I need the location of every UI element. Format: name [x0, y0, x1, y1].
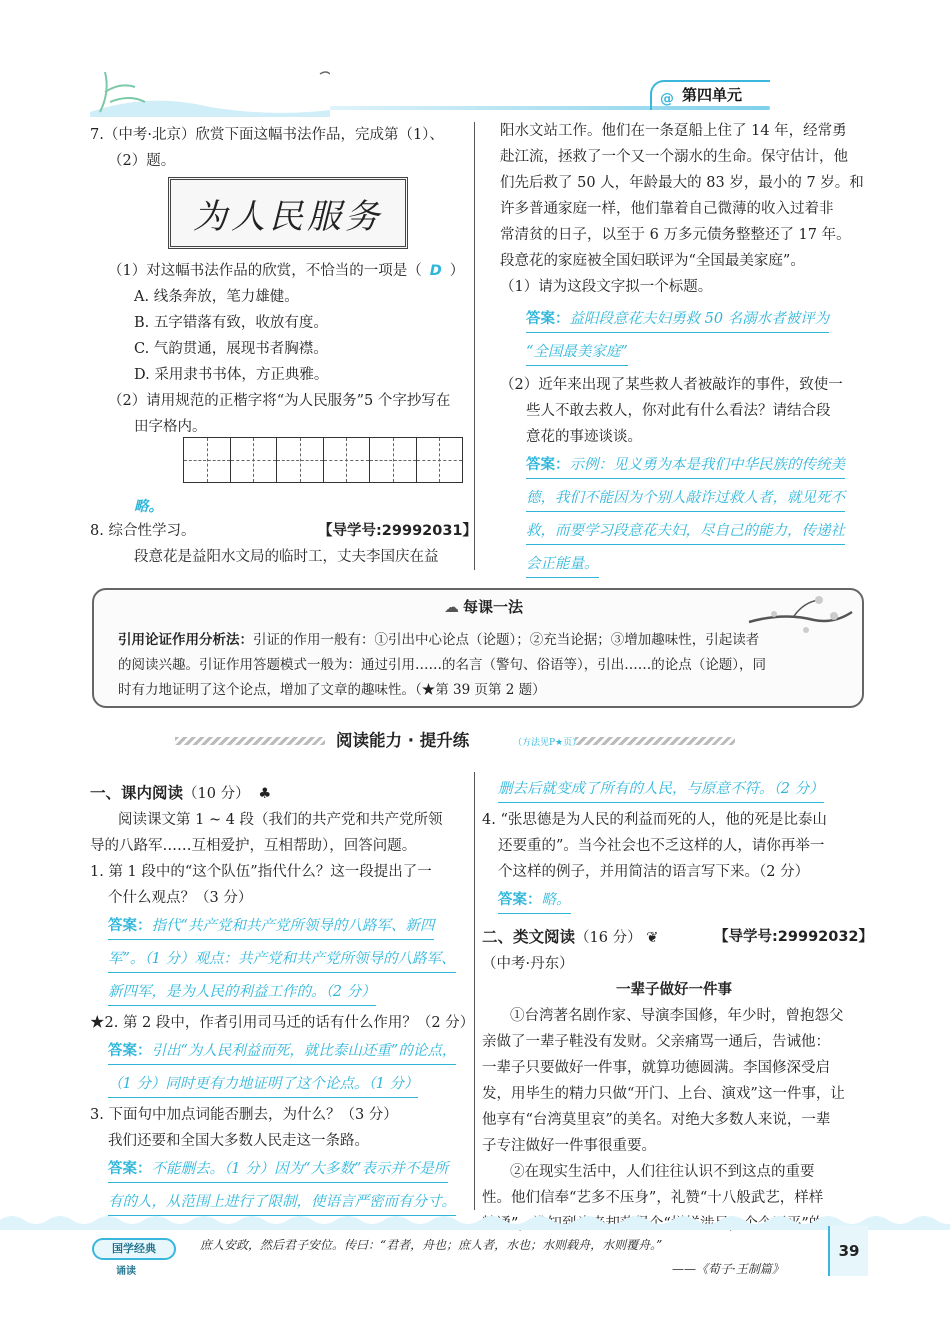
- right-top-column: [500, 118, 870, 582]
- q1-stem-2: 个什么观点？（3 分）: [108, 890, 253, 906]
- method-title-text: 每课一法: [463, 598, 524, 616]
- page-number: 39: [828, 1226, 868, 1276]
- passage-line: 段意花的家庭被全国妇联评为“全国最美家庭”。: [500, 253, 805, 269]
- q7-sub2-stem-2: 田字格内。: [134, 419, 207, 435]
- q3-answer-2: 有的人，从范围上进行了限制，使语言严密而有分寸。: [108, 1191, 456, 1216]
- q2-answer: [90, 1036, 474, 1102]
- left-top-column: [90, 122, 470, 174]
- q7-sub1-answer: D: [429, 263, 442, 279]
- q7-sub1-stem-text: （1）对这幅书法作品的欣赏，不恰当的一项是（: [108, 263, 422, 279]
- q7-sub2-answer-text: 略。: [134, 499, 163, 515]
- method-line-3: 时有力地证明了这个论点，增加了文章的趣味性。（★第 39 页第 2 题）: [118, 682, 546, 698]
- q3-stem-2: 我们还要和全国大多数人民走这一条路。: [108, 1133, 369, 1149]
- article-p1-line: 发，用毕生的精力只做“开门、上台、演戏”这一件事，让: [482, 1086, 845, 1102]
- q3-answer-1: 不能删去。（1 分）因为“大多数”表示并不是所: [151, 1161, 449, 1177]
- article-p2-line: ②在现实生活中，人们往往认识不到这点的重要: [510, 1164, 815, 1180]
- q4-answer-text: 略。: [541, 892, 571, 908]
- q2-answer-1: 引出“为人民利益而死，就比泰山还重”的论点，: [151, 1043, 457, 1059]
- sec1-title: 一、课内阅读: [90, 784, 184, 802]
- q8-sub2-answer: [500, 450, 870, 582]
- sec2-source: （中考·丹东）: [482, 956, 574, 972]
- sec2-heading: [482, 924, 874, 951]
- q3-answer-3: 删去后就变成了所有的人民，与原意不符。（2 分）: [498, 778, 824, 803]
- q7-stem-1: 7.（中考·北京）欣赏下面这幅书法作品，完成第（1）、: [90, 127, 444, 143]
- answer-label: 答案：: [108, 917, 152, 934]
- article-p1-line: 亲做了一辈子鞋没有发财。父亲痛骂一通后，告诫他：: [482, 1034, 830, 1050]
- q1-answer-1: 指代“共产党和共产党所领导的八路军、新四: [151, 918, 435, 934]
- passage-line: 许多普通家庭一样，他们靠着自己微薄的收入过着非: [500, 201, 834, 217]
- option-b: B. 五字错落有致，收放有度。: [134, 315, 328, 331]
- footer: [0, 1210, 950, 1333]
- q8-sub1-answer-2: “全国最美家庭”: [526, 341, 628, 366]
- q8-sub2-answer-2: 德，我们不能因为个别人敲诈过救人者，就见死不: [526, 487, 845, 512]
- option-a: A. 线条奔放，笔力雄健。: [134, 289, 299, 305]
- footer-source: ——《荀子·王制篇》: [672, 1262, 784, 1276]
- method-box: [92, 588, 864, 708]
- q7-stem-2: （2）题。: [108, 153, 176, 169]
- q8-sub2-stem-1: （2）近年来出现了某些救人者被敲诈的事件，致使一: [500, 377, 843, 393]
- q3-answer-continued: [482, 774, 866, 807]
- article-p1-line: 一辈子只要做好一件事，就算功德圆满。李国修深受启: [482, 1060, 830, 1076]
- answer-label: 答案：: [526, 310, 570, 327]
- method-line-1-text: 引证的作用一般有：①引出中心论点（论题）；②充当论据；③增加趣味性，引起读者: [253, 632, 760, 648]
- answer-label: 答案：: [108, 1160, 152, 1177]
- classics-badge: [92, 1232, 176, 1280]
- option-c: C. 气韵贯通，展现书者胸襟。: [134, 341, 328, 357]
- q7-sub2-stem-1: （2）请用规范的正楷字将“为人民服务”5 个字抄写在: [108, 393, 451, 409]
- section-banner: [175, 730, 735, 752]
- q7-sub2-answer: [134, 494, 163, 520]
- q4-stem-1: 4. “张思德是为人民的利益而死的人，他的死是比泰山: [482, 812, 827, 828]
- passage-line: 赴江流，拯救了一个又一个溺水的生命。保守估计，他: [500, 149, 848, 165]
- method-name: 引用论证作用分析法：: [118, 632, 253, 648]
- calligraphy-text: 为人民服务: [193, 196, 383, 237]
- option-d: D. 采用隶书书体，方正典雅。: [134, 367, 329, 383]
- method-text: [118, 628, 766, 703]
- q8-sub1: （1）请为这段文字拟一个标题。: [500, 279, 713, 295]
- answer-label: 答案：: [526, 456, 570, 473]
- q4-answer: [482, 885, 866, 918]
- q8-sub2-answer-3: 救，而要学习段意花夫妇，尽自己的能力，传递社: [526, 520, 845, 545]
- q8-guide-number: 【导学号:29992031】: [318, 523, 478, 539]
- sec1-heading: [90, 780, 474, 807]
- q2-answer-2: （1 分）同时更有力地证明了这个论点。（1 分）: [108, 1073, 418, 1098]
- passage-line: 常清贫的日子，以至于 6 万多元债务整整还了 17 年。: [500, 227, 851, 243]
- passage-line: 阳水文站工作。他们在一条趸船上住了 14 年，经常勇: [500, 123, 847, 139]
- q1-answer: [90, 911, 474, 1010]
- leaf-icon: ❦: [646, 930, 659, 946]
- q8-row: [90, 518, 478, 544]
- article-p1-line: 他享有“台湾莫里哀”的美名。对绝大多数人来说，一辈: [482, 1112, 831, 1128]
- sec2-guide-number: 【导学号:29992032】: [714, 929, 874, 945]
- q7-sub1-close: ）: [449, 263, 465, 279]
- tianzi-grid: [183, 437, 463, 483]
- q8-sub1-answer: [500, 304, 870, 370]
- q4-stem-3: 个这样的例子，并用简洁的语言写下来。（2 分）: [498, 864, 810, 880]
- article-p1-line: ①台湾著名剧作家、导演李国修，年少时，曾抱怨父: [510, 1008, 844, 1024]
- q3-stem-1: 3. 下面句中加点词能否删去，为什么？（3 分）: [90, 1107, 398, 1123]
- left-bottom-column: [90, 780, 474, 1220]
- q8-sub2-answer-4: 会正能量。: [526, 553, 599, 578]
- q2-stem: ★2. 第 2 段中，作者引用司马迁的话有什么作用？（2 分）: [90, 1015, 475, 1031]
- article-p1-line: 子专注做好一件事很重要。: [482, 1138, 656, 1154]
- calligraphy-artwork: [168, 177, 408, 249]
- spiral-icon: @: [660, 91, 674, 107]
- sec1-intro-2: 导的八路军……互相爱护，互相帮助），回答问题。: [90, 838, 417, 854]
- q7-sub1-stem: [108, 258, 478, 284]
- sec1-intro-1: 阅读课文第 1 ~ 4 段（我们的共产党和共产党所领: [118, 812, 443, 828]
- column-divider-2: [474, 772, 475, 1210]
- unit-tag: [650, 80, 770, 110]
- article-p2-line: 性。他们信奉“艺多不压身”，礼赞“十八般武艺，样样: [482, 1190, 824, 1206]
- q8-sub2-answer-1: 示例：见义勇为本是我们中华民族的传统美: [569, 457, 845, 473]
- q1-stem-1: 1. 第 1 段中的“这个队伍”指代什么？这一段提出了一: [90, 864, 432, 880]
- footer-quote: 庶人安政，然后君子安位。传曰：“君者，舟也；庶人者，水也；水则载舟，水则覆舟。”: [200, 1238, 663, 1252]
- q8-sub2-stem-2: 些人不敢去救人，你对此有什么看法？请结合段: [526, 403, 831, 419]
- q8-text: 段意花是益阳水文局的临时工，丈夫李国庆在益: [134, 549, 439, 565]
- method-line-1: [118, 628, 766, 653]
- badge-top: 国学经典: [92, 1238, 176, 1260]
- banner-note: （方法见P★页）: [513, 738, 582, 748]
- sec2-title: 二、类文阅读: [482, 928, 576, 946]
- passage-line: 们先后救了 50 人，年龄最大的 83 岁，最小的 7 岁。和: [500, 175, 864, 191]
- right-bottom-column: [482, 774, 874, 1237]
- q7-sub1: [108, 258, 478, 440]
- q8-label: 8. 综合性学习。: [90, 523, 196, 539]
- cloud-swirl-icon: ☁: [444, 598, 459, 616]
- badge-bottom: 诵读: [116, 1266, 136, 1277]
- method-title: [444, 596, 523, 617]
- answer-label: 答案：: [108, 1042, 152, 1059]
- answer-label: 答案：: [498, 891, 542, 908]
- bamboo-decoration-icon: [90, 62, 330, 117]
- clover-icon: ♣: [258, 786, 272, 802]
- q8-sub2-stem-3: 意花的事迹谈谈。: [526, 429, 642, 445]
- q8-sub1-answer-1: 益阳段意花夫妇勇救 50 名溺水者被评为: [569, 311, 830, 327]
- article-title: 一辈子做好一件事: [616, 982, 732, 998]
- column-divider: [474, 122, 475, 570]
- sec1-score: （10 分）: [183, 786, 250, 802]
- q1-answer-3: 新四军，是为人民的利益工作的。（2 分）: [108, 981, 376, 1006]
- banner-title: 阅读能力 · 提升练: [330, 727, 475, 751]
- q8-block: [90, 518, 478, 570]
- unit-label: 第四单元: [682, 86, 743, 104]
- sec2-score: （16 分）: [575, 930, 642, 946]
- q4-stem-2: 还要重的”。当今社会也不乏这样的人，请你再举一: [498, 838, 825, 854]
- method-line-2: 的阅读兴趣。引证作用答题模式一般为：通过引用……的名言（警句、俗语等），引出……的论点（论题），同: [118, 657, 766, 673]
- q1-answer-2: 军”。（1 分）观点：共产党和共产党所领导的八路军、: [108, 948, 456, 973]
- wave-decoration-icon: [0, 1210, 950, 1230]
